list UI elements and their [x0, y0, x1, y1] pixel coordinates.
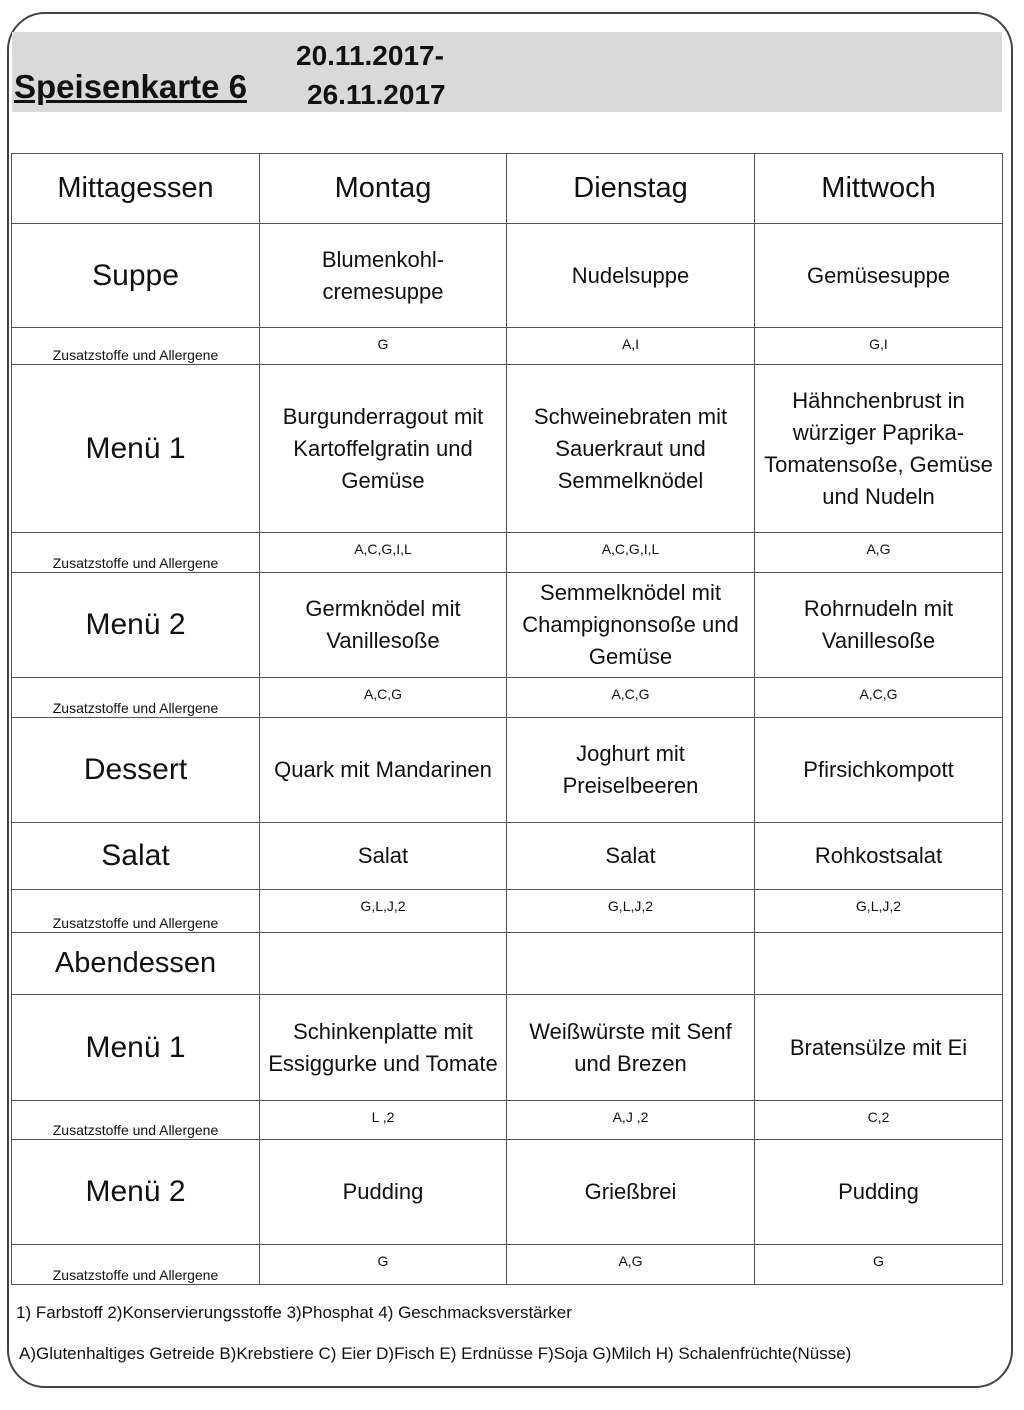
allergen-row	[12, 1245, 1003, 1285]
dish-cell: Semmelknödel mit Champignonsoße und Gemüse	[507, 573, 755, 678]
table-row	[12, 718, 1003, 823]
dish-cell: Weißwürste mit Senf und Brezen	[507, 995, 755, 1101]
menu-table	[11, 153, 1003, 1285]
dish-cell: Pudding	[755, 1140, 1003, 1245]
table-row	[12, 823, 1003, 890]
allergen-code: A,C,G,I,L	[507, 533, 755, 573]
allergen-label: Zusatzstoffe und Allergene	[12, 1101, 260, 1140]
table-row	[12, 573, 1003, 678]
dish-cell: Salat	[260, 823, 507, 890]
dish-cell: Bratensülze mit Ei	[755, 995, 1003, 1101]
allergen-code: A,C,G	[755, 678, 1003, 718]
allergen-code: G,L,J,2	[507, 890, 755, 933]
dish-cell: Hähnchenbrust in würziger Paprika-Tomatensoße, Gemüse und Nudeln	[755, 365, 1003, 533]
allergen-code: A,J ,2	[507, 1101, 755, 1140]
empty-cell	[507, 933, 755, 995]
allergen-code: L ,2	[260, 1101, 507, 1140]
allergen-label: Zusatzstoffe und Allergene	[12, 533, 260, 573]
row-label-suppe: Suppe	[12, 224, 260, 328]
allergen-code: G,I	[755, 328, 1003, 365]
allergen-row	[12, 890, 1003, 933]
dish-cell: Nudelsuppe	[507, 224, 755, 328]
allergen-code: G,L,J,2	[260, 890, 507, 933]
allergen-row	[12, 533, 1003, 573]
dish-cell: Joghurt mit Preiselbeeren	[507, 718, 755, 823]
allergen-label: Zusatzstoffe und Allergene	[12, 328, 260, 365]
footnote-additives: 1) Farbstoff 2)Konservierungsstoffe 3)Phosphat 4) Geschmacksverstärker	[16, 1303, 572, 1322]
dish-cell: Rohrnudeln mit Vanillesoße	[755, 573, 1003, 678]
dish-cell: Quark mit Mandarinen	[260, 718, 507, 823]
allergen-label: Zusatzstoffe und Allergene	[12, 1245, 260, 1285]
table-row	[12, 1140, 1003, 1245]
allergen-code: A,I	[507, 328, 755, 365]
allergen-code: A,C,G	[507, 678, 755, 718]
date-to: 26.11.2017	[307, 79, 446, 110]
empty-cell	[260, 933, 507, 995]
allergen-code: A,G	[507, 1245, 755, 1285]
header-cell-tuesday: Dienstag	[507, 154, 755, 224]
allergen-label: Zusatzstoffe und Allergene	[12, 678, 260, 718]
dish-cell: Pudding	[260, 1140, 507, 1245]
allergen-row	[12, 328, 1003, 365]
row-label-abend-menu2: Menü 2	[12, 1140, 260, 1245]
row-label-menu1: Menü 1	[12, 365, 260, 533]
header-cell-monday: Montag	[260, 154, 507, 224]
allergen-code: A,C,G,I,L	[260, 533, 507, 573]
row-label-salat: Salat	[12, 823, 260, 890]
table-row	[12, 224, 1003, 328]
dish-cell: Grießbrei	[507, 1140, 755, 1245]
allergen-code: G	[260, 1245, 507, 1285]
section-label-abendessen: Abendessen	[12, 933, 260, 995]
dish-cell: Rohkostsalat	[755, 823, 1003, 890]
section-row-abendessen	[12, 933, 1003, 995]
allergen-code: G	[260, 328, 507, 365]
row-label-dessert: Dessert	[12, 718, 260, 823]
dish-cell: Gemüsesuppe	[755, 224, 1003, 328]
dish-cell: Schinkenplatte mit Essiggurke und Tomate	[260, 995, 507, 1101]
allergen-code: C,2	[755, 1101, 1003, 1140]
page-title: Speisenkarte 6	[14, 68, 247, 105]
footnote-allergens: A)Glutenhaltiges Getreide B)Krebstiere C) Eier D)Fisch E) Erdnüsse F)Soja G)Milch H) Schalenfrüchte(Nüsse)	[19, 1344, 852, 1363]
allergen-label: Zusatzstoffe und Allergene	[12, 890, 260, 933]
date-from: 20.11.2017-	[296, 40, 444, 71]
table-row	[12, 995, 1003, 1101]
header-cell-meal: Mittagessen	[12, 154, 260, 224]
dish-cell: Pfirsichkompott	[755, 718, 1003, 823]
allergen-code: G	[755, 1245, 1003, 1285]
row-label-menu2: Menü 2	[12, 573, 260, 678]
allergen-code: G,L,J,2	[755, 890, 1003, 933]
header-cell-wednesday: Mittwoch	[755, 154, 1003, 224]
allergen-row	[12, 678, 1003, 718]
allergen-row	[12, 1101, 1003, 1140]
empty-cell	[755, 933, 1003, 995]
dish-cell: Schweinebraten mit Sauerkraut und Semmelknödel	[507, 365, 755, 533]
table-row	[12, 365, 1003, 533]
allergen-code: A,G	[755, 533, 1003, 573]
dish-cell: Germknödel mit Vanillesoße	[260, 573, 507, 678]
dish-cell: Salat	[507, 823, 755, 890]
row-label-abend-menu1: Menü 1	[12, 995, 260, 1101]
dish-cell: Blumenkohl- cremesuppe	[260, 224, 507, 328]
dish-cell: Burgunderragout mit Kartoffelgratin und Gemüse	[260, 365, 507, 533]
table-header-row	[12, 154, 1003, 224]
allergen-code: A,C,G	[260, 678, 507, 718]
